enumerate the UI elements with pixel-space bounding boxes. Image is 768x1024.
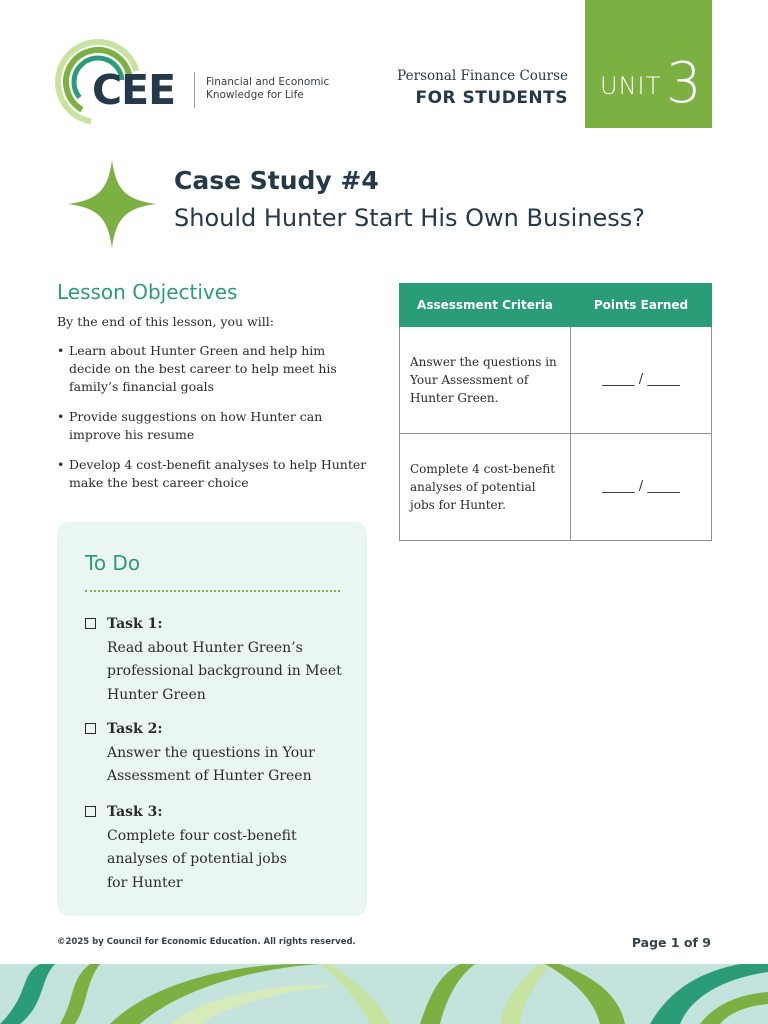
logo-tagline: [206, 76, 329, 102]
todo-task: [85, 613, 345, 707]
course-name: Personal Finance Course: [397, 68, 568, 84]
assessment-criteria-cell: Complete 4 cost-benefit analyses of potential jobs for Hunter.: [400, 434, 571, 541]
objective-item: • Learn about Hunter Green and help him decide on the best career to help meet his family’s financial goals: [57, 342, 367, 396]
unit-label: UNIT: [600, 72, 662, 100]
assessment-row: [400, 327, 712, 434]
task-label: Task 1:: [107, 616, 163, 632]
checkbox-icon[interactable]: [85, 618, 96, 629]
points-earned-blank[interactable]: _____ / _____: [571, 327, 712, 434]
course-audience: FOR STUDENTS: [415, 88, 568, 108]
points-earned-header: Points Earned: [571, 284, 712, 327]
assessment-header-row: [400, 284, 712, 327]
case-study-subtitle: Should Hunter Start His Own Business?: [174, 204, 646, 232]
logo-divider: [194, 72, 195, 108]
sparkle-star-icon: [66, 158, 158, 250]
task-text: Read about Hunter Green’s professional background in Meet Hunter Green: [107, 639, 342, 703]
points-earned-blank[interactable]: _____ / _____: [571, 434, 712, 541]
task-label: Task 3:: [107, 804, 163, 820]
logo-text: CEE: [92, 66, 176, 114]
case-study-title: Case Study #4: [174, 166, 379, 195]
task-text: Answer the questions in Your Assessment of Hunter Green: [107, 744, 315, 784]
logo-tagline-line2: Knowledge for Life: [206, 89, 304, 101]
assessment-criteria-header: Assessment Criteria: [400, 284, 571, 327]
todo-divider: [85, 590, 340, 592]
todo-heading: To Do: [85, 551, 141, 575]
logo-tagline-line1: Financial and Economic: [206, 76, 330, 88]
todo-task: [85, 801, 345, 895]
objective-item: • Provide suggestions on how Hunter can improve his resume: [57, 408, 367, 444]
copyright-notice: ©2025 by Council for Economic Education. All rights reserved.: [57, 937, 356, 947]
page-number: Page 1 of 9: [631, 935, 711, 950]
checkbox-icon[interactable]: [85, 723, 96, 734]
decorative-swirl-band: [0, 964, 768, 1024]
task-label: Task 2:: [107, 721, 163, 737]
assessment-row: [400, 434, 712, 541]
task-text: Complete four cost-benefit analyses of potential jobs for Hunter: [107, 827, 297, 891]
objectives-intro: By the end of this lesson, you will:: [57, 314, 274, 329]
objectives-heading: Lesson Objectives: [57, 280, 238, 304]
objectives-list: [57, 342, 367, 504]
todo-task: [85, 718, 345, 789]
assessment-criteria-cell: Answer the questions in Your Assessment of Hunter Green.: [400, 327, 571, 434]
assessment-table: [399, 283, 712, 541]
checkbox-icon[interactable]: [85, 806, 96, 817]
unit-number: 3: [666, 51, 702, 116]
objective-item: • Develop 4 cost-benefit analyses to help Hunter make the best career choice: [57, 456, 367, 492]
